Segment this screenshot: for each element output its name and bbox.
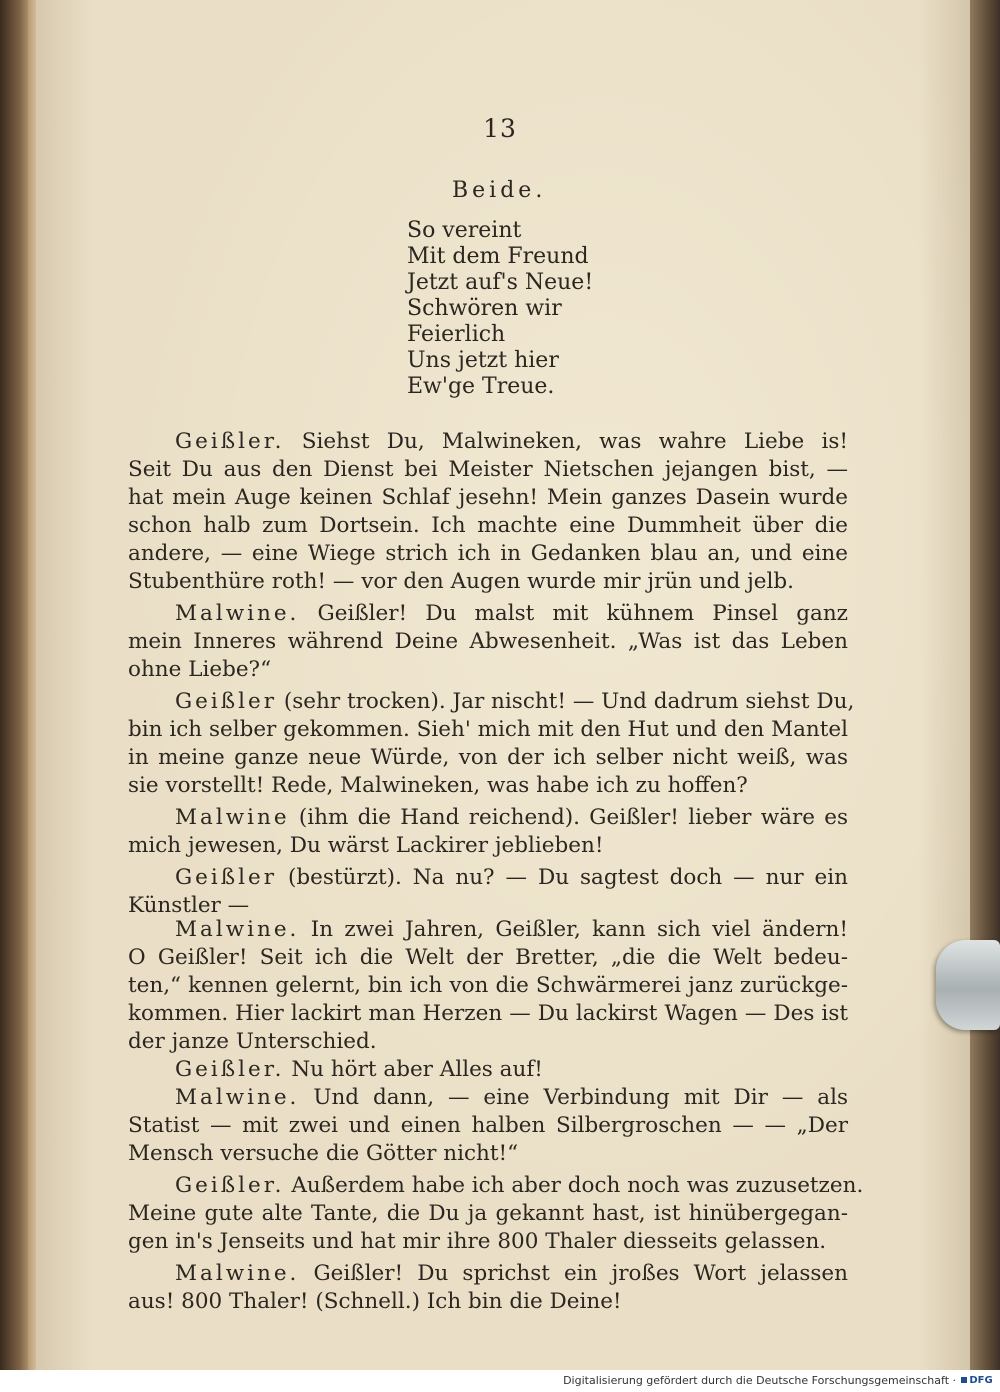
page-number: 13 (483, 114, 517, 143)
book-binding (0, 0, 28, 1370)
dialogue-line: Stubenthüre roth! — vor den Augen wurde mir jrün und jelb. (128, 569, 794, 594)
dialogue-line: Geißler. Siehst Du, Malwineken, was wahre Liebe is! (175, 429, 848, 454)
speaker-name: Malwine. (175, 1085, 300, 1110)
dialogue-line: Geißler (sehr trocken). Jar nischt! — Und dadrum siehst Du, (175, 689, 855, 714)
song-line: Ew'ge Treue. (407, 374, 555, 399)
dialogue-line: Malwine. Geißler! Du sprichst ein jroßes Wort jelassen (175, 1261, 848, 1286)
page-stack-edge (970, 0, 1000, 1370)
song-line: Jetzt auf's Neue! (407, 270, 594, 295)
dialogue-line: schon halb zum Dortsein. Ich machte eine Dummheit über die (128, 513, 848, 538)
dialogue-line: O Geißler! Seit ich die Welt der Bretter, „die die Welt bedeu- (128, 945, 848, 970)
speaker-name: Geißler. (175, 1057, 285, 1082)
speaker-name: Geißler (175, 689, 278, 714)
dialogue-line: Geißler. Nu hört aber Alles auf! (175, 1057, 543, 1082)
dialogue-line: Geißler (bestürzt). Na nu? — Du sagtest doch — nur ein (175, 865, 848, 890)
speaker-name: Malwine. (175, 1261, 300, 1286)
dialogue-line: Mensch versuche die Götter nicht!“ (128, 1141, 519, 1166)
song-line: Mit dem Freund (407, 244, 589, 269)
dialogue-line: Meine gute alte Tante, die Du ja gekannt hast, ist hinübergegan- (128, 1201, 848, 1226)
dialogue-line: Malwine. Geißler! Du malst mit kühnem Pinsel ganz (175, 601, 848, 626)
footer-credit: Digitalisierung gefördert durch die Deutsche Forschungsgemeinschaft · (563, 1374, 956, 1387)
dialogue-line: mein Inneres während Deine Abwesenheit. „Was ist das Leben (128, 629, 848, 654)
dialogue-line: in meine ganze neue Würde, von der ich selber nicht weiß, was (128, 745, 848, 770)
speaker-name: Malwine. (175, 601, 300, 626)
dialogue-line: hat mein Auge keinen Schlaf jesehn! Mein ganzes Dasein wurde (128, 485, 848, 510)
song-line: Uns jetzt hier (407, 348, 559, 373)
song-line: Schwören wir (407, 296, 562, 321)
dialogue-line: aus! 800 Thaler! (Schnell.) Ich bin die Deine! (128, 1289, 622, 1314)
digitization-footer (0, 1370, 1000, 1392)
song-line: So vereint (407, 218, 522, 243)
dialogue-line: Malwine. In zwei Jahren, Geißler, kann sich viel ändern! (175, 917, 848, 942)
page-clip (936, 940, 1000, 1030)
dialogue-line: andere, — eine Wiege strich ich in Gedanken blau an, und eine (128, 541, 848, 566)
speaker-name: Geißler. (175, 429, 285, 454)
speaker-name: Malwine (175, 805, 290, 830)
speaker-name: Malwine. (175, 917, 300, 942)
dialogue-line: Malwine. Und dann, — eine Verbindung mit Dir — als (175, 1085, 848, 1110)
dfg-logo[interactable]: DFG (960, 1373, 994, 1388)
dialogue-line: sie vorstellt! Rede, Malwineken, was habe ich zu hoffen? (128, 773, 748, 798)
speaker-name: Geißler (175, 865, 278, 890)
song-line: Feierlich (407, 322, 506, 347)
dialogue-line: Künstler — (128, 893, 250, 918)
song-heading: Beide. (452, 178, 547, 203)
dialogue-line: Seit Du aus den Dienst bei Meister Nietschen jejangen bist, — (128, 457, 848, 482)
dialogue-line: Statist — mit zwei und einen halben Silbergroschen — — „Der (128, 1113, 848, 1138)
dialogue-line: mich jewesen, Du wärst Lackirer jeblieben! (128, 833, 604, 858)
speaker-name: Geißler. (175, 1173, 285, 1198)
dialogue-line: Malwine (ihm die Hand reichend). Geißler! lieber wäre es (175, 805, 848, 830)
dialogue-line: Geißler. Außerdem habe ich aber doch noch was zuzusetzen. (175, 1173, 864, 1198)
dialogue-line: ohne Liebe?“ (128, 657, 272, 682)
dialogue-line: gen in's Jenseits und hat mir ihre 800 Thaler diesseits gelassen. (128, 1229, 827, 1254)
dialogue-line: der janze Unterschied. (128, 1029, 377, 1054)
dialogue-line: ten,“ kennen gelernt, bin ich von die Schwärmerei janz zurückge- (128, 973, 848, 998)
dialogue-line: bin ich selber gekommen. Sieh' mich mit den Hut und den Mantel (128, 717, 848, 742)
dialogue-line: kommen. Hier lackirt man Herzen — Du lackirst Wagen — Des ist (128, 1001, 848, 1026)
